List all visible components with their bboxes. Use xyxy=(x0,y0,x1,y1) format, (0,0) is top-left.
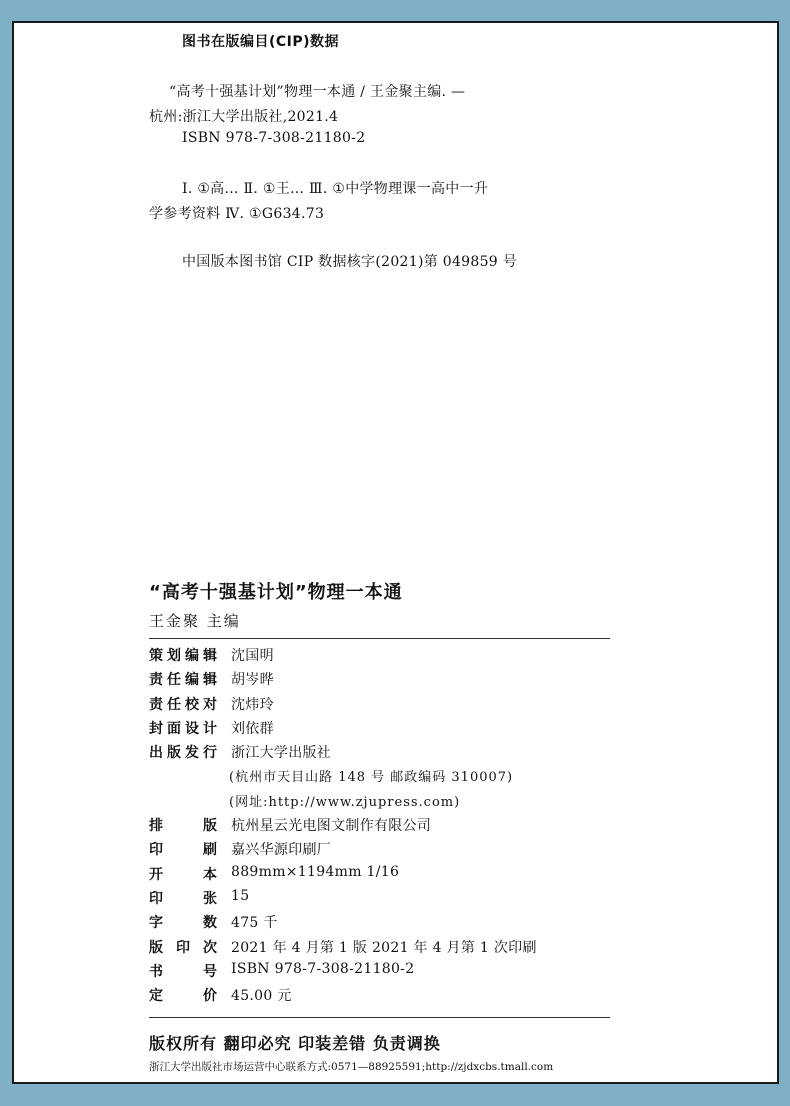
info-value: 杭州星云光电图文制作有限公司 xyxy=(231,818,432,835)
info-label: 印 刷 xyxy=(149,842,217,859)
info-row xyxy=(149,692,619,716)
info-label: 排 版 xyxy=(149,818,217,835)
copyright-page xyxy=(12,21,779,1084)
cip-line-classification: Ⅰ. ①高… Ⅱ. ①王… Ⅲ. ①中学物理课一高中一升 xyxy=(182,181,489,197)
publication-info xyxy=(149,643,619,1007)
info-row xyxy=(149,837,619,861)
info-value: 15 xyxy=(231,887,250,904)
info-value: 889mm×1194mm 1/16 xyxy=(231,863,400,880)
info-row xyxy=(149,862,619,886)
info-row xyxy=(149,813,619,837)
info-value: 浙江大学出版社 xyxy=(231,745,332,762)
contact-line: 浙江大学出版社市场运营中心联系方式:0571—88925591;http://zjdxcbs.tmall.com xyxy=(149,1061,554,1073)
info-row xyxy=(149,643,619,667)
info-label: 开 本 xyxy=(149,866,217,883)
divider-top xyxy=(149,638,610,639)
info-value: 2021 年 4 月第 1 版 2021 年 4 月第 1 次印刷 xyxy=(231,939,537,956)
cip-line-title: “高考十强基计划”物理一本通 / 王金聚主编. — xyxy=(169,84,466,100)
info-value: 胡岑晔 xyxy=(231,672,274,689)
info-row xyxy=(149,789,619,813)
info-label: 印 张 xyxy=(149,890,217,907)
divider-bottom xyxy=(149,1017,610,1018)
info-label: 出 版 发 行 xyxy=(149,745,217,762)
info-row xyxy=(149,764,619,788)
cip-heading: 图书在版编目(CIP)数据 xyxy=(182,34,340,50)
info-row xyxy=(149,983,619,1007)
info-value: 沈炜玲 xyxy=(231,696,274,713)
info-value: 刘依群 xyxy=(231,720,274,737)
info-label: 书 号 xyxy=(149,963,217,980)
info-address-line: (网址:http://www.zjupress.com) xyxy=(229,794,461,810)
rights-statement: 版权所有 翻印必究 印装差错 负责调换 xyxy=(149,1034,441,1053)
info-label: 版 印 次 xyxy=(149,939,217,956)
info-label: 定 价 xyxy=(149,988,217,1005)
info-label: 封 面 设 计 xyxy=(149,720,217,737)
info-row xyxy=(149,740,619,764)
info-row xyxy=(149,910,619,934)
info-row xyxy=(149,667,619,691)
info-row xyxy=(149,886,619,910)
book-title: “高考十强基计划”物理一本通 xyxy=(149,582,403,603)
info-label: 责 任 编 辑 xyxy=(149,672,217,689)
cip-line-isbn: ISBN 978-7-308-21180-2 xyxy=(182,130,366,146)
book-editor: 王金聚 主编 xyxy=(149,612,241,630)
info-label: 字 数 xyxy=(149,915,217,932)
cip-line-publisher: 杭州:浙江大学出版社,2021.4 xyxy=(149,109,339,125)
info-value: ISBN 978-7-308-21180-2 xyxy=(231,960,415,977)
info-label: 策 划 编 辑 xyxy=(149,648,217,664)
info-label: 责 任 校 对 xyxy=(149,696,217,713)
info-row xyxy=(149,716,619,740)
info-address-line: (杭州市天目山路 148 号 邮政编码 310007) xyxy=(229,770,514,786)
cip-line-record-number: 中国版本图书馆 CIP 数据核字(2021)第 049859 号 xyxy=(182,254,518,270)
cip-line-classification-cont: 学参考资料 Ⅳ. ①G634.73 xyxy=(149,206,325,222)
info-value: 475 千 xyxy=(231,915,278,932)
info-value: 沈国明 xyxy=(231,648,274,664)
info-row xyxy=(149,935,619,959)
info-value: 嘉兴华源印刷厂 xyxy=(231,842,332,859)
info-row xyxy=(149,959,619,983)
info-value: 45.00 元 xyxy=(231,988,292,1005)
